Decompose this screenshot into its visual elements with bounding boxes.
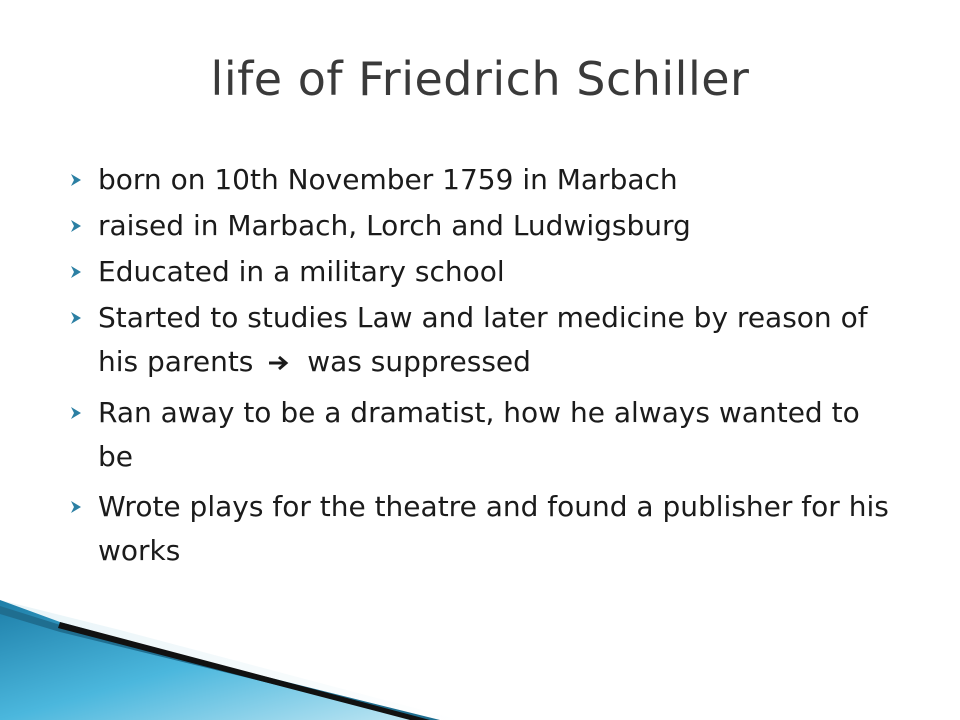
- bullet-text: raised in Marbach, Lorch and Ludwigsburg: [98, 209, 691, 242]
- triangle-right-icon: [70, 250, 98, 294]
- triangle-right-icon: [70, 204, 98, 248]
- bullet-text: born on 10th November 1759 in Marbach: [98, 163, 678, 196]
- bullet-text: Ran away to be a dramatist, how he always wanted to be: [98, 396, 860, 473]
- bullet-list: [70, 158, 900, 575]
- bullet-text: Wrote plays for the theatre and found a publisher for his works: [98, 490, 889, 567]
- triangle-right-icon: [70, 158, 98, 202]
- bullet-text: [98, 296, 900, 385]
- triangle-right-icon: [70, 485, 98, 529]
- bullet-item: [70, 391, 900, 479]
- corner-decoration: [0, 600, 960, 720]
- bullet-text-before-arrow: Started to studies Law and later medicine by reason of his parents: [98, 301, 868, 378]
- bullet-item: [70, 485, 900, 573]
- slide-title: life of Friedrich Schiller: [210, 52, 750, 106]
- bullet-text: Educated in a military school: [98, 255, 505, 288]
- triangle-right-icon: [70, 296, 98, 340]
- triangle-right-icon: [70, 391, 98, 435]
- bullet-item: [70, 204, 900, 248]
- right-arrow-icon: [268, 341, 290, 385]
- bullet-item: [70, 158, 900, 202]
- bullet-text-after-arrow: was suppressed: [307, 345, 531, 378]
- bullet-item: [70, 296, 900, 385]
- bullet-item: [70, 250, 900, 294]
